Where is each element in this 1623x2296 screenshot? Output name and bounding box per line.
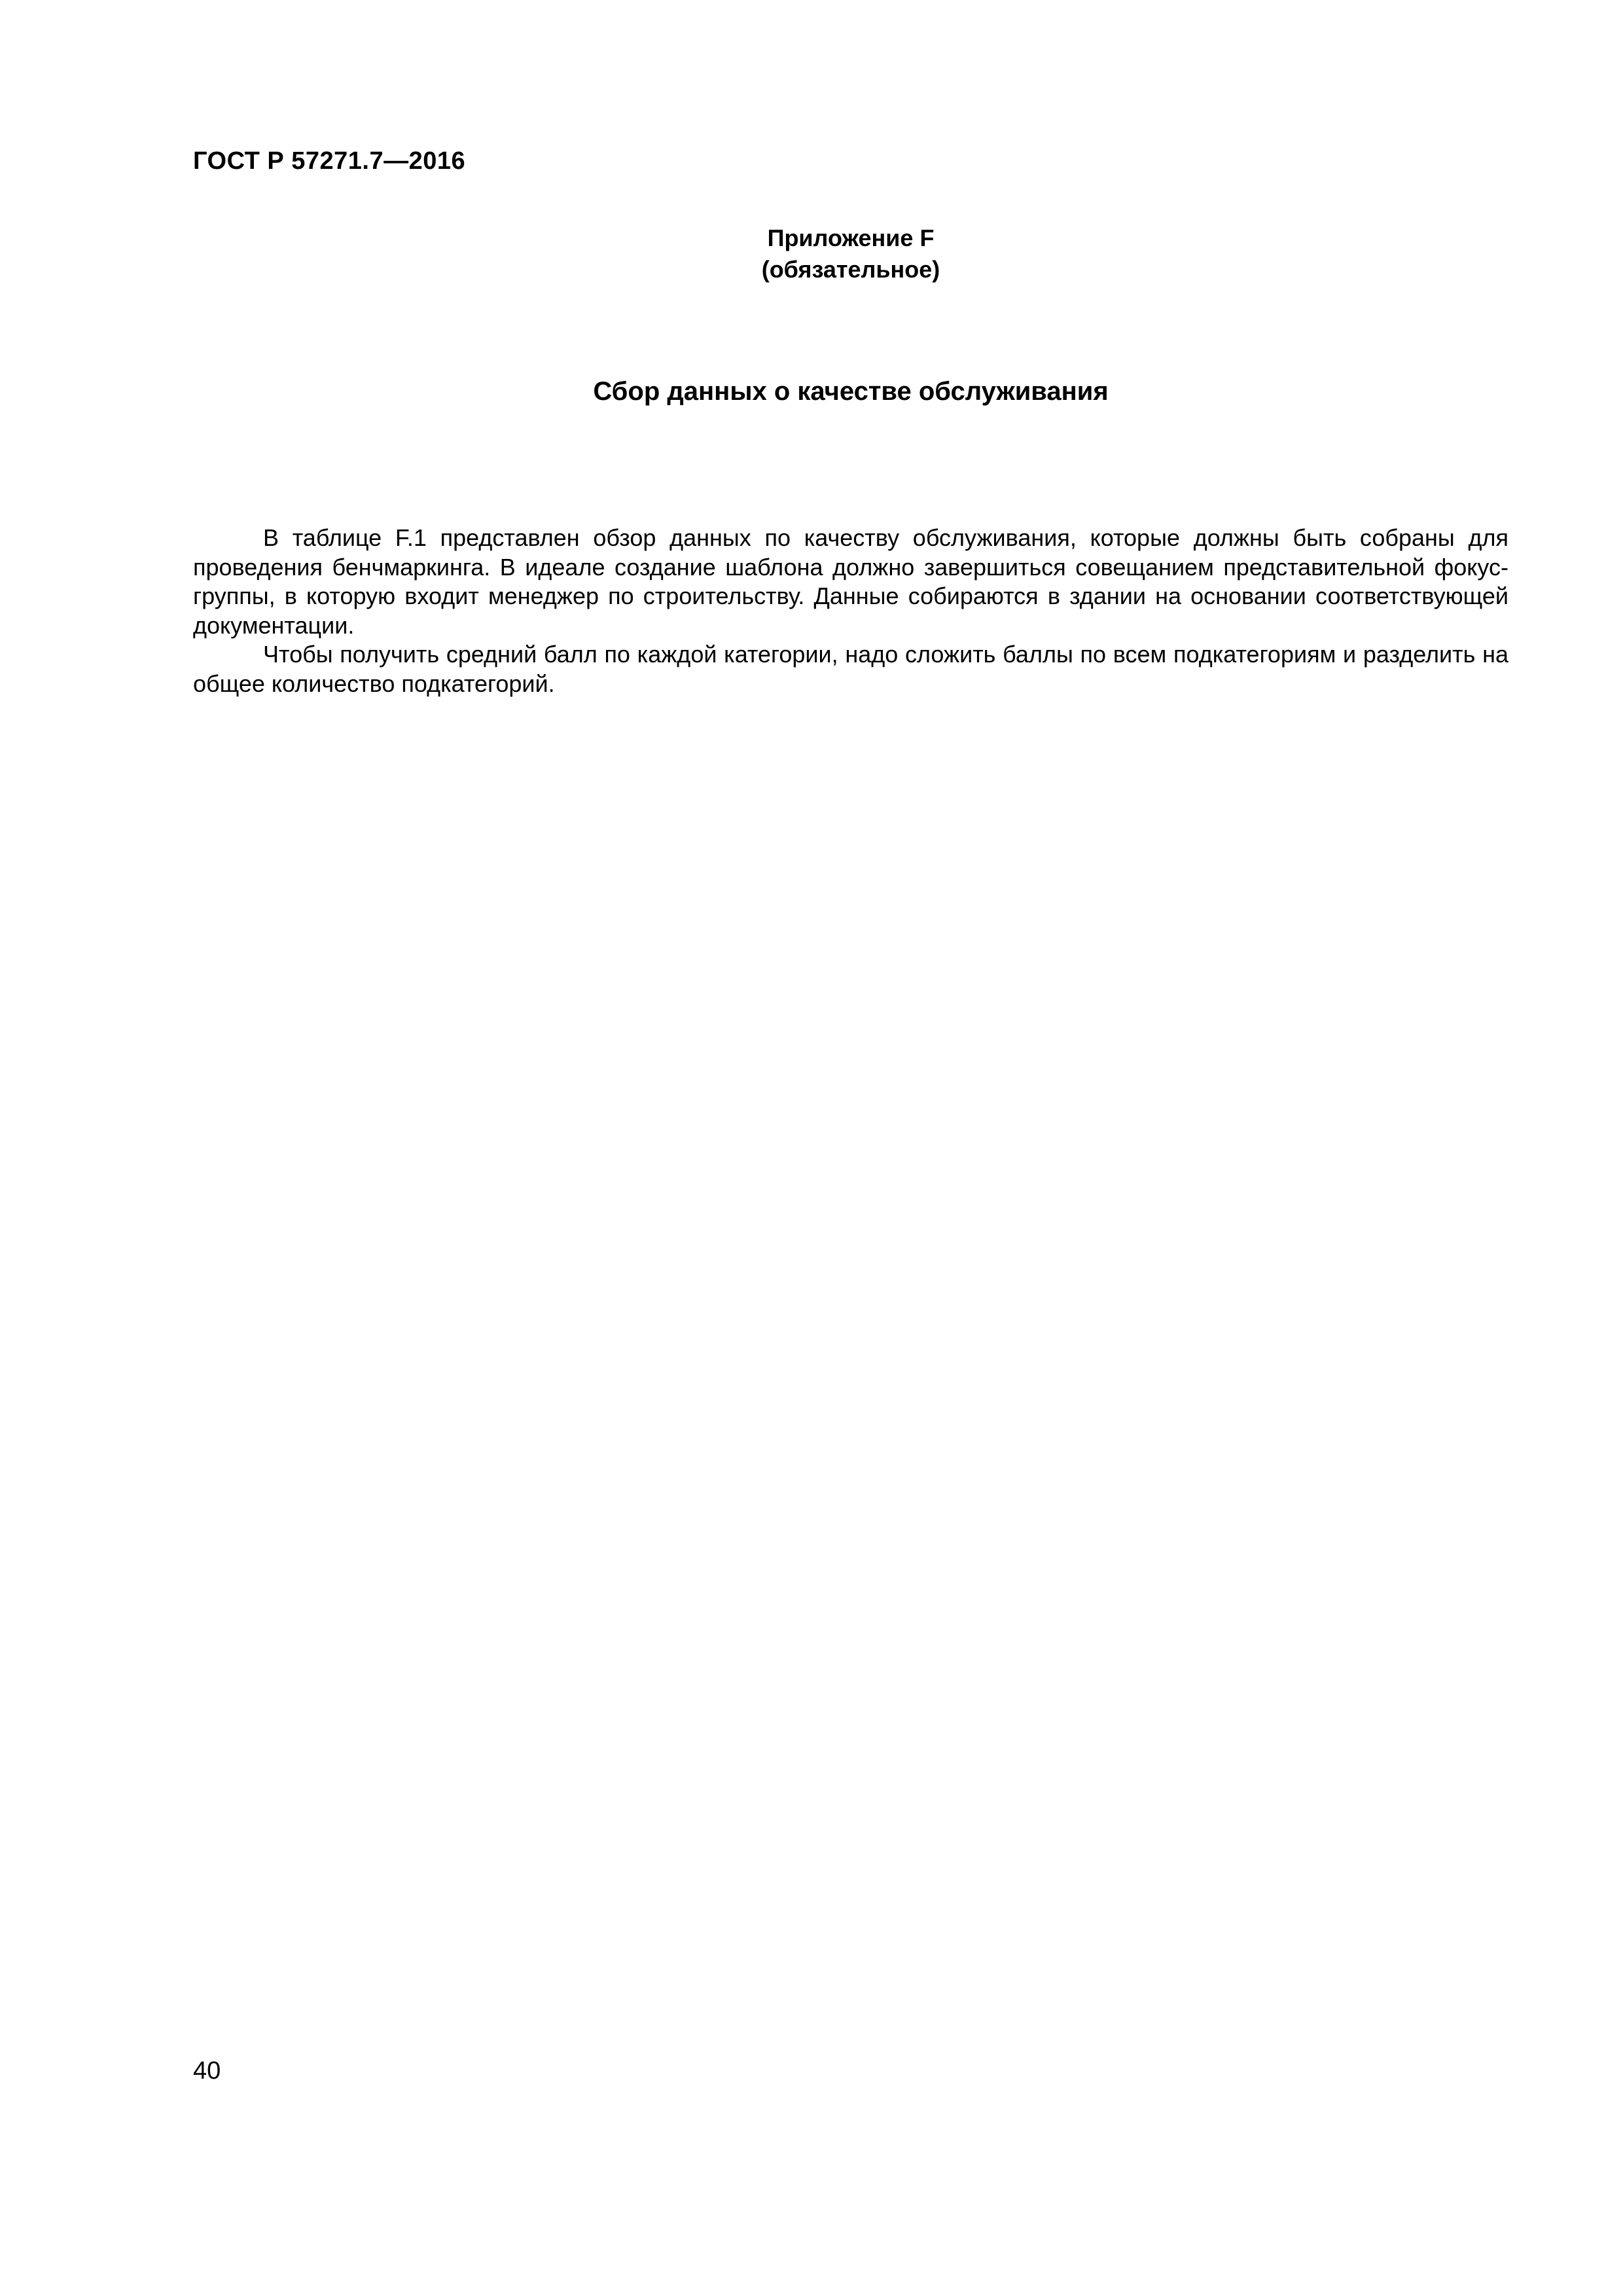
document-code-header: ГОСТ Р 57271.7—2016 — [193, 147, 466, 175]
body-text — [193, 524, 1508, 698]
annex-label: Приложение F — [767, 224, 935, 251]
annex-status: (обязательное) — [761, 256, 940, 283]
annex-heading — [193, 223, 1508, 285]
page-number: 40 — [193, 2057, 221, 2085]
annex-title: Сбор данных о качестве обслуживания — [593, 377, 1109, 406]
paragraph: Чтобы получить средний балл по каждой категории, надо сложить баллы по всем подкатегориям и разделить на общее количество подкатегорий. — [193, 641, 1508, 697]
paragraph: В таблице F.1 представлен обзор данных по качеству обслуживания, которые должны быть собраны для проведения бенчмаркинга. В идеале создание шаблона должно завершиться совещанием представительной фокус-группы, в которую входит менеджер по строительству. Данные собираются в здании на основании соответствующей документации. — [193, 524, 1508, 639]
